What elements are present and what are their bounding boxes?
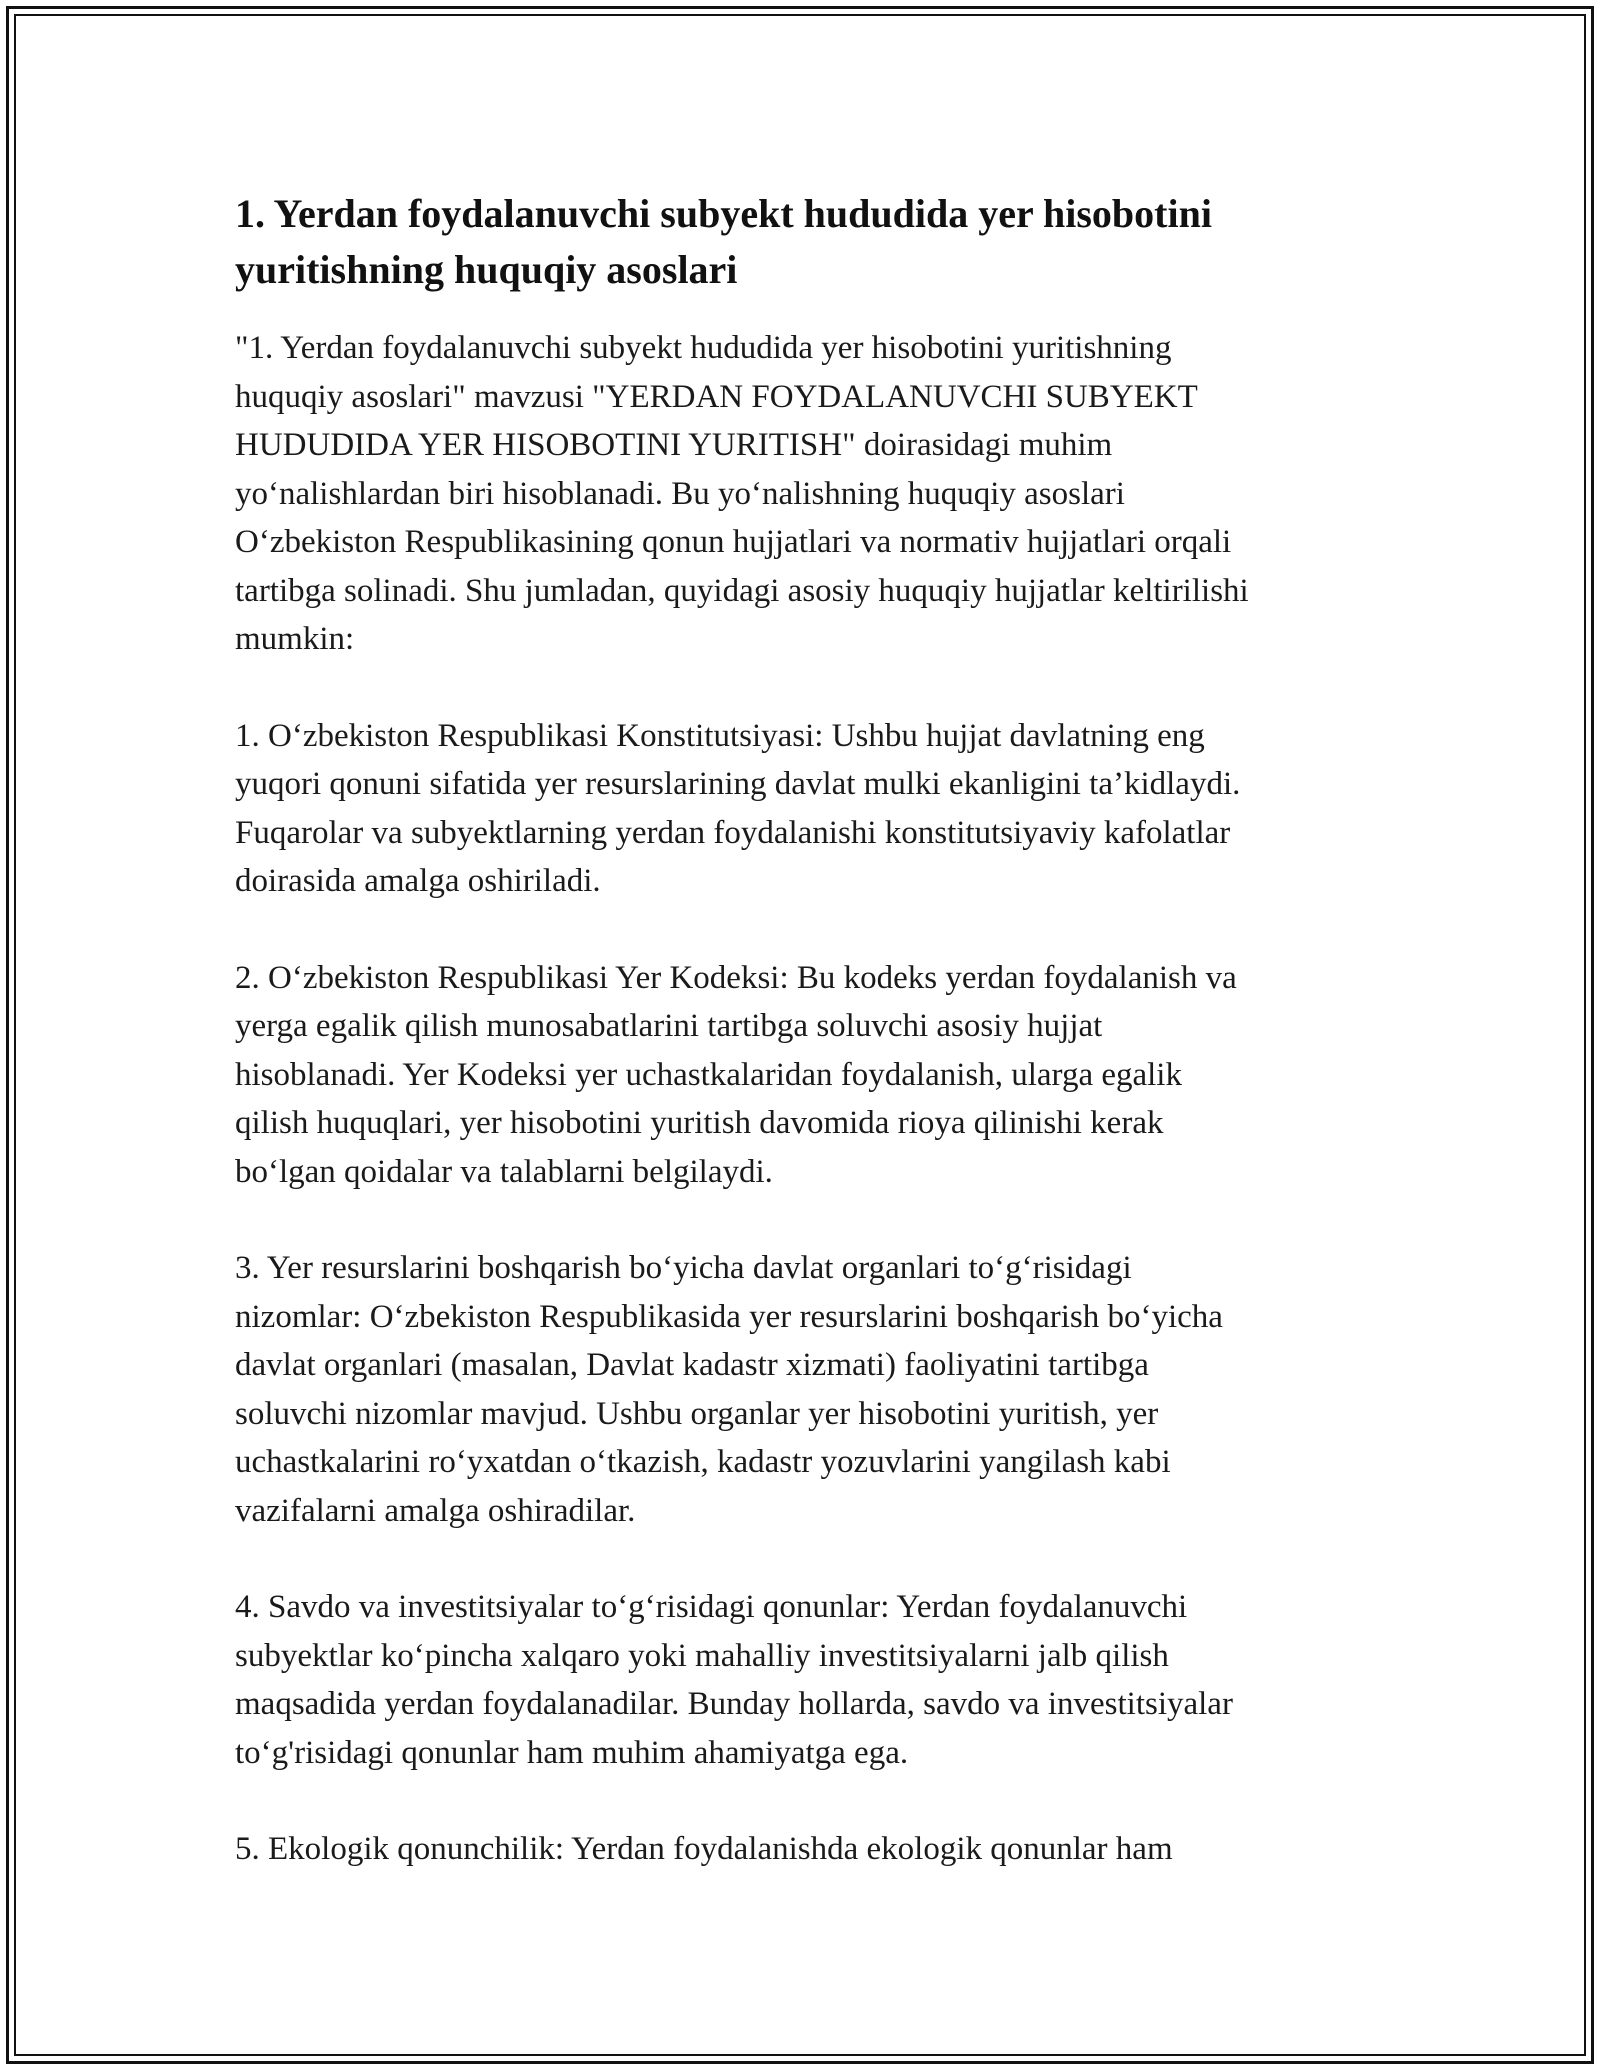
section-title: 1. Yerdan foydalanuvchi subyekt hududida yer hisobotini yuritishning huquqiy asoslari: [235, 191, 1212, 292]
list-item-land-code: 2. O‘zbekiston Respublikasi Yer Kodeksi: Bu kodeks yerdan foydalanish va yerga egalik qilish munosabatlarini tartibga soluvchi asosiy hujjat hisoblanadi. Yer Kodeksi yer uchastkalaridan foydalanish, ularga egalik qilish huquqlari, yer hisobotini yuritish davomida rioya qilinishi kerak bo‘lgan qoidalar va talablarni belgilaydi.: [235, 959, 1237, 1190]
list-item-state-bodies-regulations: 3. Yer resurslarini boshqarish bo‘yicha davlat organlari to‘g‘risidagi nizomlar: O‘zbekiston Respublikasida yer resurslarini boshqarish bo‘yicha davlat organlari (masalan, Davlat kadastr xizmati) faoliyatini tartibga soluvchi nizomlar mavjud. Ushbu organlar yer hisobotini yuritish, yer uchastkalarini ro‘yxatdan o‘tkazish, kadastr yozuvlarini yangilash kabi vazifalarni amalga oshiradilar.: [235, 1250, 1223, 1529]
list-item-trade-investment-laws: 4. Savdo va investitsiyalar to‘g‘risidagi qonunlar: Yerdan foydalanuvchi subyektlar ko‘pincha xalqaro yoki mahalliy investitsiyalarni jalb qilish maqsadida yerdan foydalanadilar. Bunday hollarda, savdo va investitsiyalar to‘g'risidagi qonunlar ham muhim ahamiyatga ega.: [235, 1589, 1233, 1771]
intro-paragraph: "1. Yerdan foydalanuvchi subyekt hududida yer hisobotini yuritishning huquqiy asoslari" mavzusi "YERDAN FOYDALANUVCHI SUBYEKT HUDUDIDA YER HISOBOTINI YURITISH" doirasidagi muhim yo‘nalishlardan biri hisoblanadi. Bu yo‘nalishning huquqiy asoslari O‘zbekiston Respublikasining qonun hujjatlari va normativ hujjatlari orqali tartibga solinadi. Shu jumladan, quyidagi asosiy huquqiy hujjatlar keltirilishi mumkin:: [235, 330, 1249, 657]
document-body: [235, 186, 1385, 1874]
list-item-constitution: 1. O‘zbekiston Respublikasi Konstitutsiyasi: Ushbu hujjat davlatning eng yuqori qonuni sifatida yer resurslarining davlat mulki ekanligini ta’kidlaydi. Fuqarolar va subyektlarning yerdan foydalanishi konstitutsiyaviy kafolatlar doirasida amalga oshiriladi.: [235, 717, 1241, 899]
list-item-environmental-law: 5. Ekologik qonunchilik: Yerdan foydalanishda ekologik qonunlar ham: [235, 1831, 1173, 1867]
